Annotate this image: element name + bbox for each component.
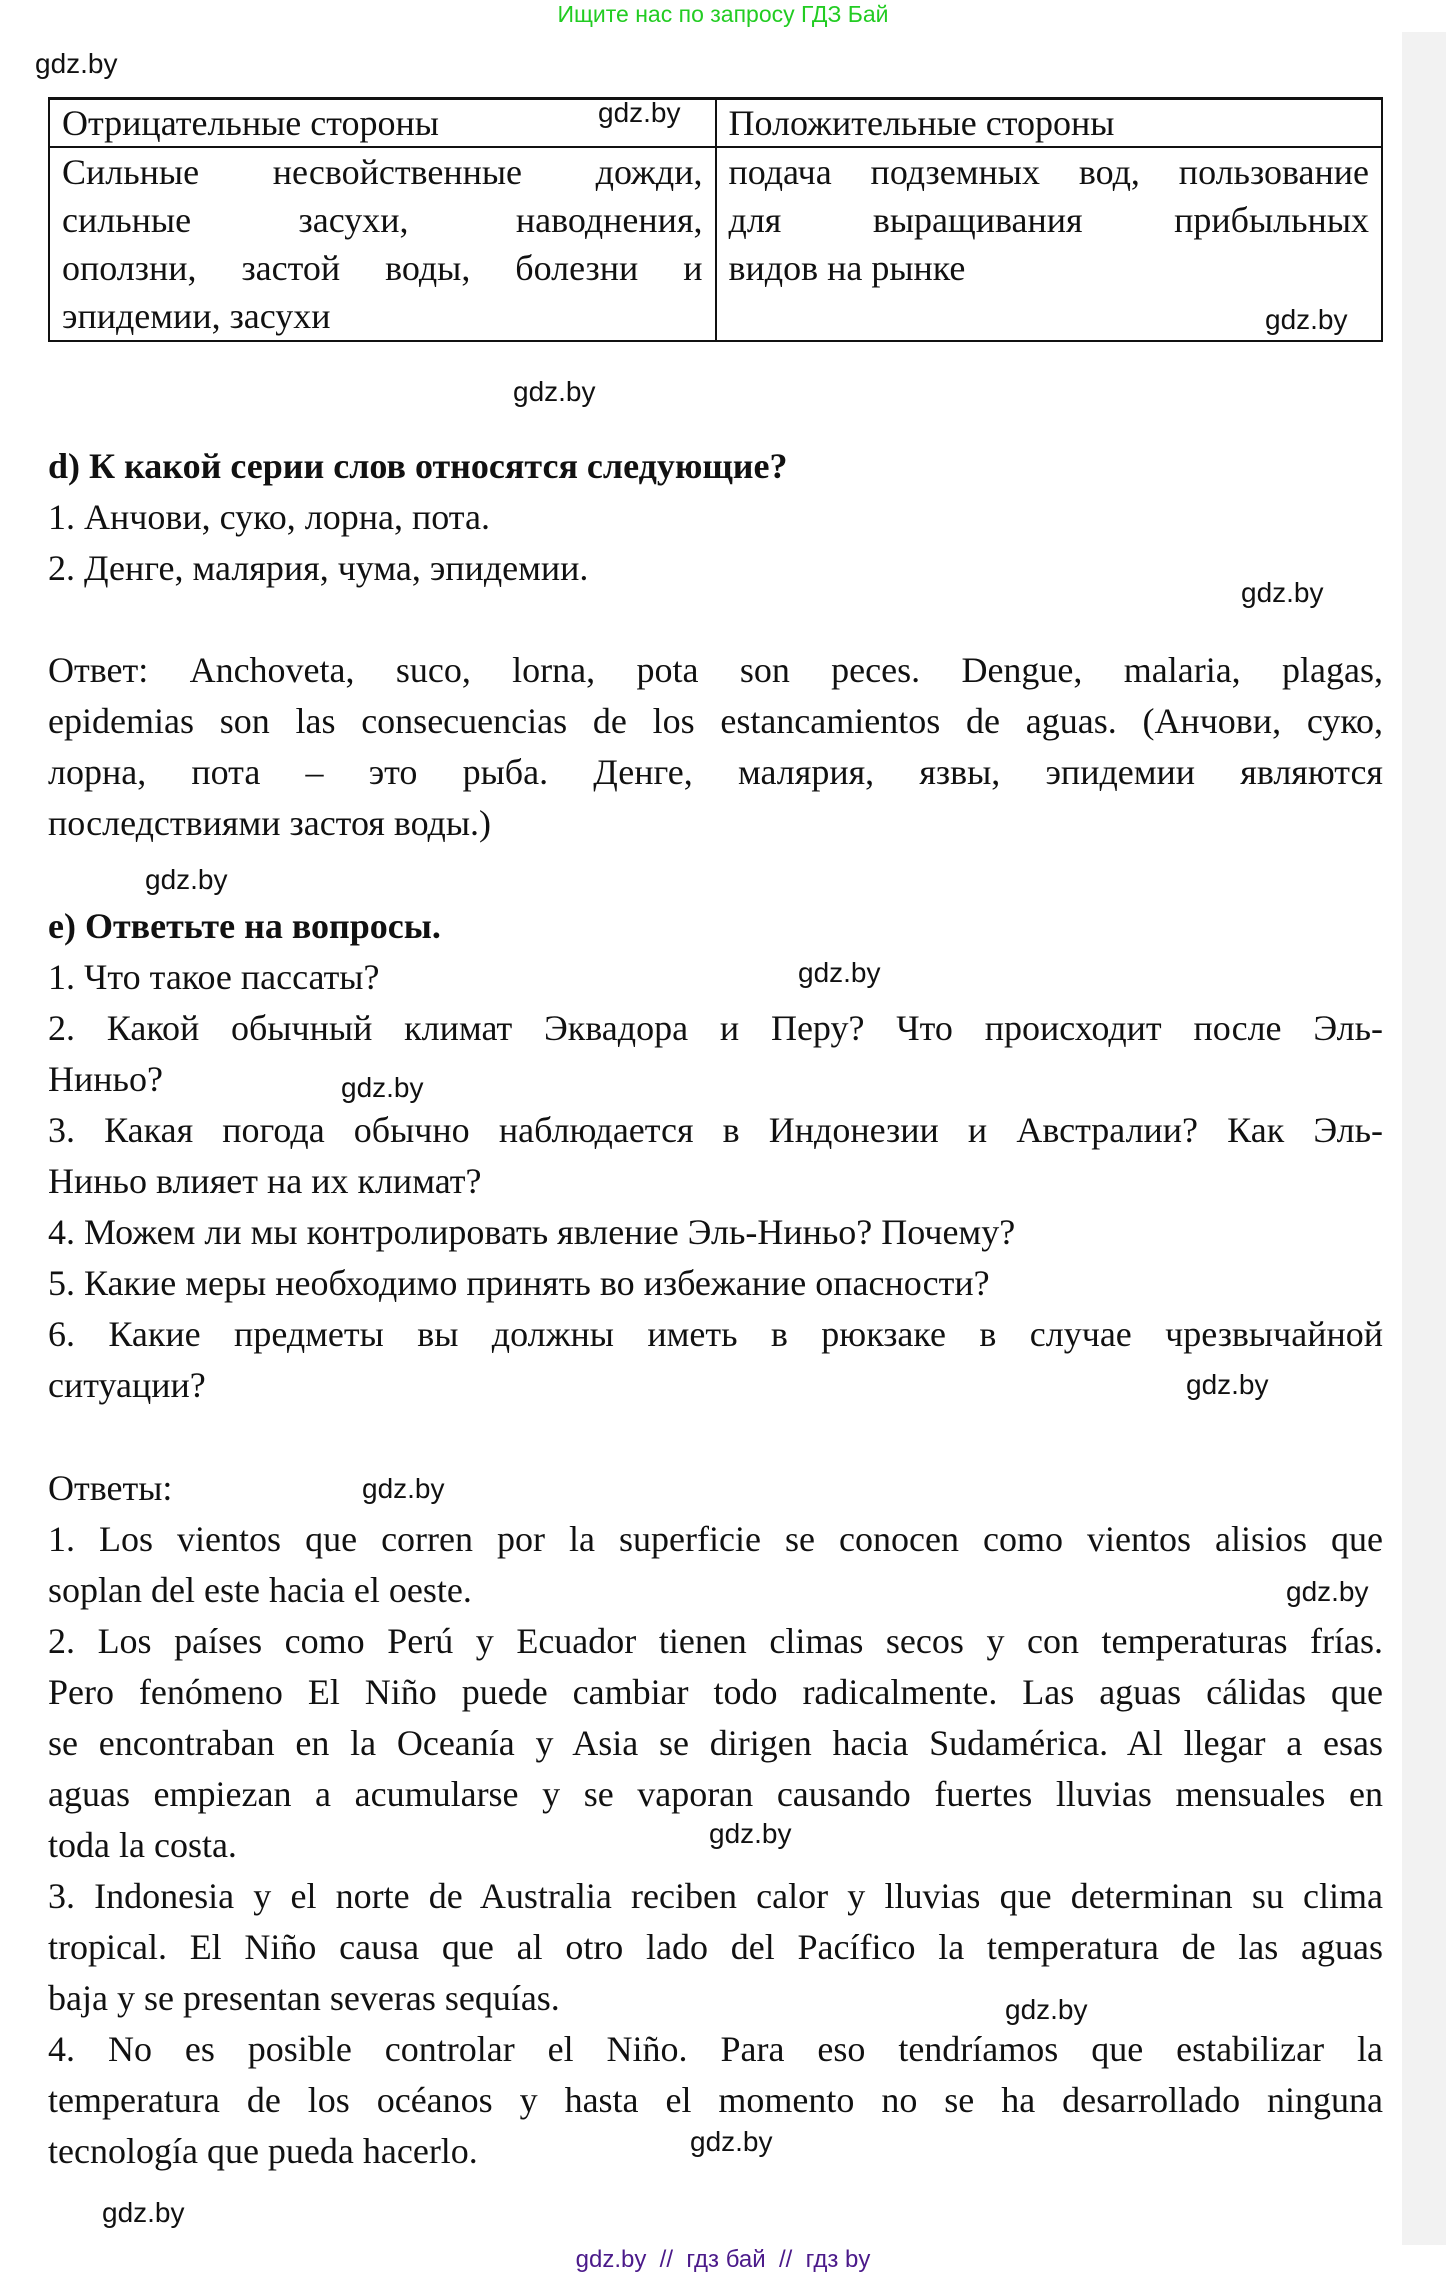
text-line: 3. Какая погода обычно наблюдается в Индонезии и Австралии? Как Эль-: [48, 1110, 1383, 1150]
text-line: лорна, пота – это рыба. Денге, малярия, язвы, эпидемии являются: [48, 752, 1383, 792]
text-line: 1. Los vientos que corren por la superficie se conocen como vientos alisios que: [48, 1519, 1383, 1559]
watermark: gdz.by: [1005, 1994, 1088, 2025]
watermark: gdz.by: [1286, 1576, 1369, 1607]
footer-links[interactable]: gdz.by // гдз бай // гдз by: [575, 2246, 871, 2273]
watermark: gdz.by: [709, 1818, 792, 1849]
watermark: gdz.by: [690, 2126, 773, 2157]
watermark: gdz.by: [102, 2197, 185, 2228]
text-line: 3. Indonesia y el norte de Australia reciben calor y lluvias que determinan su clima: [48, 1876, 1383, 1916]
watermark: gdz.by: [1241, 577, 1324, 608]
table-header-negative: Отрицательные стороны: [49, 99, 716, 148]
section-heading: d) К какой серии слов относятся следующие?: [48, 446, 788, 486]
cell-line: эпидемии, засухи: [62, 296, 331, 336]
text-line: tecnología que pueda hacerlo.: [48, 2131, 478, 2171]
watermark: gdz.by: [798, 957, 881, 988]
text-line: Ниньо?: [48, 1059, 163, 1099]
watermark: gdz.by: [341, 1072, 424, 1103]
watermark: gdz.by: [145, 864, 228, 895]
text-line: Ответ: Anchoveta, suco, lorna, pota son peces. Dengue, malaria, plagas,: [48, 650, 1383, 690]
cell-line: подача подземных вод, пользование: [728, 152, 1369, 192]
text-line: aguas empiezan a acumularse y se vaporan causando fuertes lluvias mensuales en: [48, 1774, 1383, 1814]
watermark: gdz.by: [598, 97, 681, 128]
cell-line: сильные засухи, наводнения,: [62, 200, 703, 240]
section-d: [48, 441, 1383, 594]
text-line: baja y se presentan severas sequías.: [48, 1978, 560, 2018]
text-line: temperatura de los océanos y hasta el momento no se ha desarrollado ninguna: [48, 2080, 1383, 2120]
text-line: 6. Какие предметы вы должны иметь в рюкзаке в случае чрезвычайной: [48, 1314, 1383, 1354]
text-line: toda la costa.: [48, 1825, 237, 1865]
text-line: epidemias son las consecuencias de los estancamientos de aguas. (Анчови, суко,: [48, 701, 1383, 741]
text-line: ситуации?: [48, 1365, 206, 1405]
list-item: 1. Анчови, суко, лорна, пота.: [48, 497, 490, 537]
text-line: 4. Можем ли мы контролировать явление Эль-Ниньо? Почему?: [48, 1212, 1016, 1252]
scrollbar-track[interactable]: [1402, 32, 1446, 2245]
watermark: gdz.by: [1265, 304, 1348, 335]
pros-cons-table: [48, 97, 1383, 342]
answers-label: Ответы:: [48, 1468, 173, 1508]
cell-line: оползни, застой воды, болезни и: [62, 248, 703, 288]
search-banner[interactable]: Ищите нас по запросу ГДЗ Бай: [557, 1, 889, 27]
text-line: 4. No es posible controlar el Niño. Para eso tendríamos que estabilizar la: [48, 2029, 1383, 2069]
watermark: gdz.by: [35, 48, 118, 79]
text-line: последствиями застоя воды.): [48, 803, 492, 843]
text-line: soplan del este hacia el oeste.: [48, 1570, 472, 1610]
text-line: 5. Какие меры необходимо принять во избежание опасности?: [48, 1263, 990, 1303]
text-line: 2. Какой обычный климат Эквадора и Перу? Что происходит после Эль-: [48, 1008, 1383, 1048]
watermark: gdz.by: [513, 376, 596, 407]
text-line: tropical. El Niño causa que al otro lado del Pacífico la temperatura de las aguas: [48, 1927, 1383, 1967]
text-line: se encontraban en la Oceanía y Asia se dirigen hacia Sudamérica. Al llegar a esas: [48, 1723, 1383, 1763]
watermark: gdz.by: [1186, 1369, 1269, 1400]
cell-line: видов на рынке: [728, 248, 966, 288]
cell-line: Сильные несвойственные дожди,: [62, 152, 703, 192]
cell-line: для выращивания прибыльных: [728, 200, 1369, 240]
watermark: gdz.by: [362, 1473, 445, 1504]
list-item: 2. Денге, малярия, чума, эпидемии.: [48, 548, 589, 588]
text-line: 1. Что такое пассаты?: [48, 957, 380, 997]
table-header-positive: Положительные стороны: [716, 99, 1383, 148]
answer-d: [48, 645, 1383, 849]
text-line: Pero fenómeno El Niño puede cambiar todo radicalmente. Las aguas cálidas que: [48, 1672, 1383, 1712]
text-line: 2. Los países como Perú y Ecuador tienen climas secos y con temperaturas frías.: [48, 1621, 1383, 1661]
section-e: [48, 901, 1383, 1411]
table-cell-negative: [49, 147, 716, 341]
section-heading: e) Ответьте на вопросы.: [48, 906, 441, 946]
text-line: Ниньо влияет на их климат?: [48, 1161, 482, 1201]
